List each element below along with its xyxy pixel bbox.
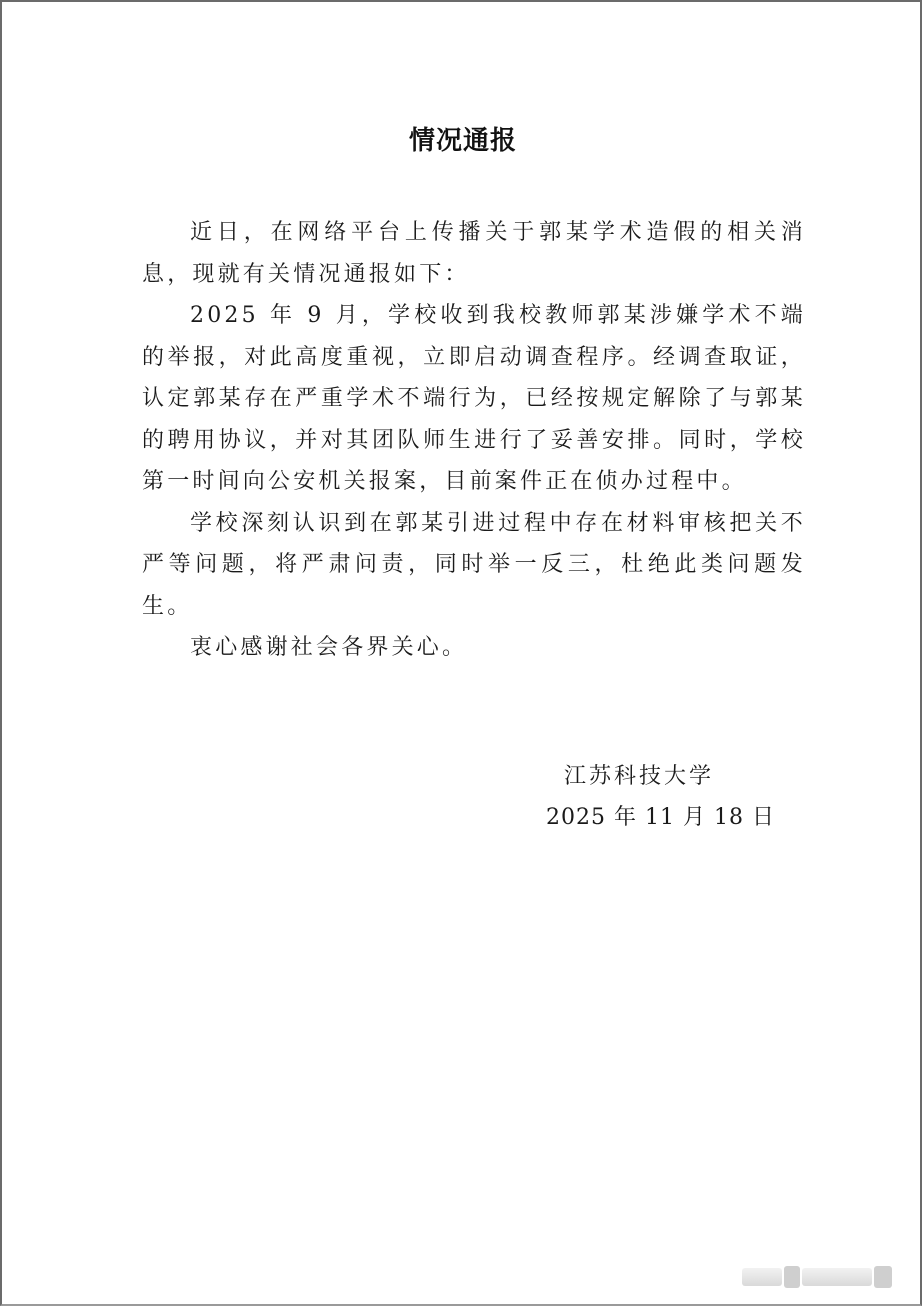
document-body: [142, 212, 806, 669]
document-title: 情况通报: [408, 126, 517, 156]
paragraph-intro: 近日，在网络平台上传播关于郭某学术造假的相关消息，现就有关情况通报如下：: [142, 220, 806, 287]
watermark-block: [802, 1268, 872, 1286]
watermark-block: [784, 1266, 800, 1288]
paragraph-thanks: 衷心感谢社会各界关心。: [190, 635, 468, 660]
watermark-block: [874, 1266, 892, 1288]
watermark-block: [742, 1268, 782, 1286]
signature-organization: 江苏科技大学: [564, 764, 715, 789]
watermark-logo: [712, 1260, 892, 1294]
signature-date: 2025 年 11 月 18 日: [546, 805, 775, 830]
paragraph-investigation: 2025 年 9 月，学校收到我校教师郭某涉嫌学术不端的举报，对此高度重视，立即启动调查程序。经调查取证，认定郭某存在严重学术不端行为，已经按规定解除了与郭某的聘用协议，并对其团队师生进行了妥善安排。同时，学校第一时间向公安机关报案，目前案件正在侦办过程中。: [142, 303, 806, 494]
paragraph-accountability: 学校深刻认识到在郭某引进过程中存在材料审核把关不严等问题，将严肃问责，同时举一反三，杜绝此类问题发生。: [142, 510, 806, 619]
